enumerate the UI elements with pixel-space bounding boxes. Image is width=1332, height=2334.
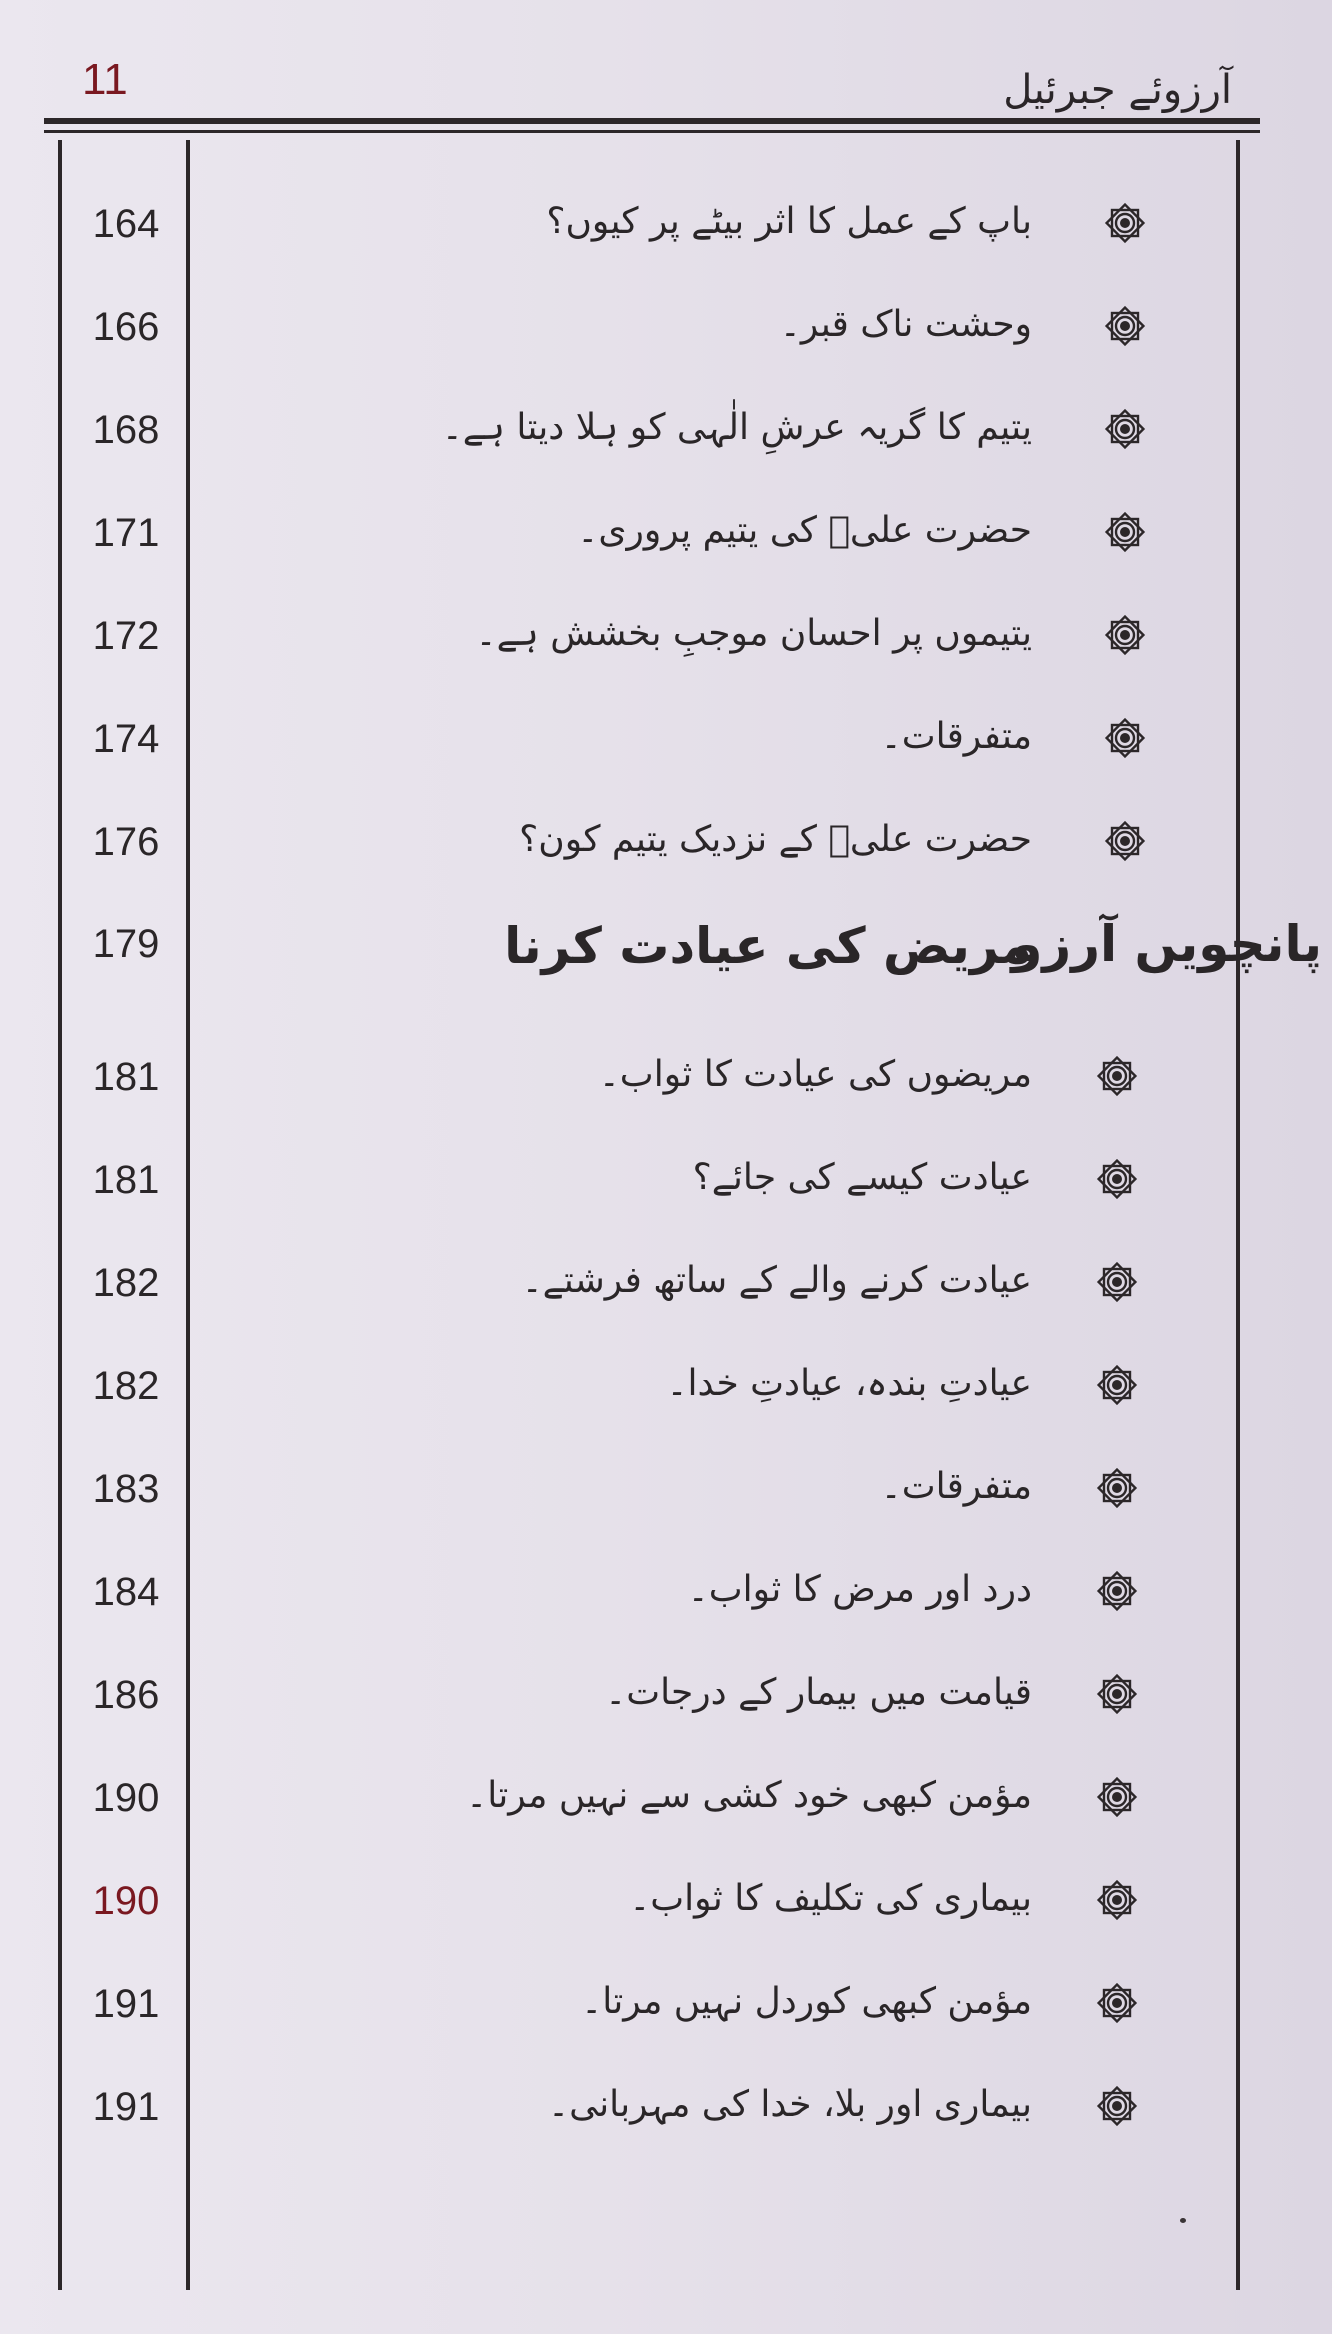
toc-title: قیامت میں بیمار کے درجات۔ — [605, 1672, 1032, 1713]
toc-page-number: 191 — [92, 1982, 160, 2026]
toc-title: حضرت علیؑ کی یتیم پروری۔ — [577, 510, 1032, 551]
toc-entry — [0, 299, 1332, 399]
toc-entry — [0, 196, 1332, 296]
toc-entry — [0, 2079, 1332, 2179]
eight-point-star-ornament-icon — [1090, 1770, 1144, 1824]
toc-page-number: 176 — [92, 820, 160, 864]
toc-entry — [0, 711, 1332, 811]
eight-point-star-ornament-icon — [1090, 1255, 1144, 1309]
chapter-title: مریض کی عیادت کرنا — [504, 917, 1032, 975]
header-rule-thin — [44, 130, 1260, 133]
toc-chapter-heading — [0, 916, 1332, 1016]
toc-entry — [0, 1976, 1332, 2076]
toc-title: حضرت علیؑ کے نزدیک یتیم کون؟ — [519, 819, 1032, 860]
toc-entry — [0, 1770, 1332, 1870]
toc-entry — [0, 402, 1332, 502]
header-rule-thick — [44, 118, 1260, 124]
toc-page-number: 171 — [92, 511, 160, 555]
toc-page-number: 168 — [92, 408, 160, 452]
toc-entry — [0, 608, 1332, 708]
toc-page-number: 181 — [92, 1158, 160, 1202]
eight-point-star-ornament-icon — [1090, 1976, 1144, 2030]
toc-title: متفرقات۔ — [880, 716, 1032, 757]
eight-point-star-ornament-icon — [1098, 814, 1152, 868]
toc-page-number: 191 — [92, 2085, 160, 2129]
eight-point-star-ornament-icon — [1098, 711, 1152, 765]
toc-entry — [0, 505, 1332, 605]
eight-point-star-ornament-icon — [1098, 402, 1152, 456]
toc-page-number: 190 — [92, 1879, 160, 1923]
toc-page-number: 190 — [92, 1776, 160, 1820]
toc-title: درد اور مرض کا ثواب۔ — [687, 1569, 1032, 1610]
toc-title: عیادتِ بندہ، عیادتِ خدا۔ — [666, 1363, 1032, 1404]
toc-title: باپ کے عمل کا اثر بیٹے پر کیوں؟ — [546, 201, 1032, 242]
toc-page-number: 172 — [92, 614, 160, 658]
toc-entry — [0, 1461, 1332, 1561]
eight-point-star-ornament-icon — [1098, 196, 1152, 250]
toc-title: متفرقات۔ — [880, 1466, 1032, 1507]
eight-point-star-ornament-icon — [1090, 1358, 1144, 1412]
eight-point-star-ornament-icon — [1090, 1873, 1144, 1927]
eight-point-star-ornament-icon — [1090, 1152, 1144, 1206]
toc-title: عیادت کیسے کی جائے؟ — [692, 1157, 1032, 1198]
toc-page-number: 183 — [92, 1467, 160, 1511]
eight-point-star-ornament-icon — [1090, 1461, 1144, 1515]
toc-entry — [0, 1873, 1332, 1973]
running-title: آرزوئے جبرئیل — [1003, 67, 1232, 113]
toc-page-number: 174 — [92, 717, 160, 761]
chapter-label: پانچویں آرزو — [1011, 915, 1322, 973]
toc-title: مؤمن کبھی کوردل نہیں مرتا۔ — [581, 1981, 1032, 2022]
toc-entry — [0, 1358, 1332, 1458]
toc-entry — [0, 1255, 1332, 1355]
toc-entry — [0, 814, 1332, 914]
toc-entry — [0, 1667, 1332, 1767]
toc-title: عیادت کرنے والے کے ساتھ فرشتے۔ — [521, 1260, 1032, 1301]
toc-title: بیماری کی تکلیف کا ثواب۔ — [629, 1878, 1032, 1919]
toc-entry — [0, 1564, 1332, 1664]
eight-point-star-ornament-icon — [1098, 299, 1152, 353]
eight-point-star-ornament-icon — [1090, 2079, 1144, 2133]
toc-title: مریضوں کی عیادت کا ثواب۔ — [598, 1054, 1032, 1095]
toc-page-number: 184 — [92, 1570, 160, 1614]
eight-point-star-ornament-icon — [1098, 608, 1152, 662]
toc-title: وحشت ناک قبر۔ — [779, 304, 1032, 345]
eight-point-star-ornament-icon — [1090, 1049, 1144, 1103]
page-number: 11 — [82, 55, 128, 104]
eight-point-star-ornament-icon — [1090, 1564, 1144, 1618]
toc-page-number: 181 — [92, 1055, 160, 1099]
toc-page-number: 164 — [92, 202, 160, 246]
toc-title: یتیم کا گریہ عرشِ الٰہی کو ہلا دیتا ہے۔ — [441, 407, 1032, 448]
toc-title: یتیموں پر احسان موجبِ بخشش ہے۔ — [475, 613, 1032, 654]
toc-title: بیماری اور بلا، خدا کی مہربانی۔ — [548, 2084, 1032, 2125]
toc-page-number: 166 — [92, 305, 160, 349]
toc-page-number: 186 — [92, 1673, 160, 1717]
eight-point-star-ornament-icon — [1098, 505, 1152, 559]
print-speck — [1180, 2218, 1186, 2223]
toc-title: مؤمن کبھی خود کشی سے نہیں مرتا۔ — [466, 1775, 1032, 1816]
toc-entry — [0, 1049, 1332, 1149]
toc-page-number: 182 — [92, 1261, 160, 1305]
toc-page-number: 182 — [92, 1364, 160, 1408]
eight-point-star-ornament-icon — [1090, 1667, 1144, 1721]
toc-page-number: 179 — [92, 922, 160, 966]
toc-entry — [0, 1152, 1332, 1252]
